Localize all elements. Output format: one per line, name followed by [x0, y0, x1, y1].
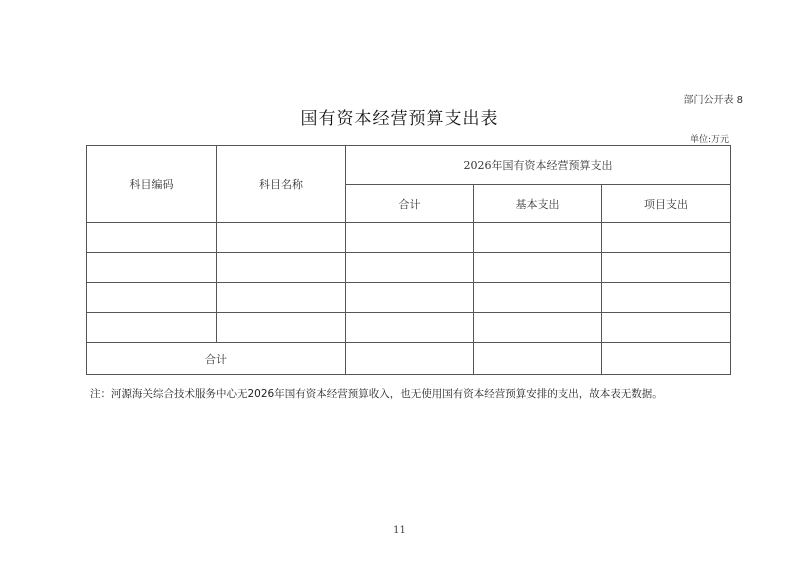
cell-project	[602, 313, 731, 343]
total-project	[602, 343, 731, 375]
cell-name	[217, 253, 346, 283]
table-row	[87, 253, 731, 283]
cell-code	[87, 283, 217, 313]
header-name: 科目名称	[217, 146, 346, 223]
cell-name	[217, 313, 346, 343]
cell-name	[217, 283, 346, 313]
budget-table	[86, 145, 731, 375]
cell-basic	[474, 283, 602, 313]
cell-code	[87, 313, 217, 343]
cell-total	[346, 223, 474, 253]
cell-basic	[474, 223, 602, 253]
cell-project	[602, 283, 731, 313]
cell-total	[346, 283, 474, 313]
cell-total	[346, 253, 474, 283]
table-row	[87, 223, 731, 253]
page-title: 国有资本经营预算支出表	[300, 109, 499, 129]
header-basic: 基本支出	[474, 185, 602, 223]
table-row	[87, 313, 731, 343]
cell-project	[602, 223, 731, 253]
cell-total	[346, 313, 474, 343]
header-code: 科目编码	[87, 146, 217, 223]
total-row	[87, 343, 731, 375]
footnote: 注：河源海关综合技术服务中心无2026年国有资本经营预算收入，也无使用国有资本经营预算安排的支出，故本表无数据。	[90, 388, 663, 400]
cell-code	[87, 223, 217, 253]
table-tag: 部门公开表 8	[683, 95, 743, 106]
cell-code	[87, 253, 217, 283]
header-group: 2026年国有资本经营预算支出	[346, 146, 731, 185]
table-row	[87, 283, 731, 313]
cell-basic	[474, 313, 602, 343]
total-label: 合计	[87, 343, 346, 375]
header-project: 项目支出	[602, 185, 731, 223]
cell-basic	[474, 253, 602, 283]
header-total: 合计	[346, 185, 474, 223]
total-sum	[346, 343, 474, 375]
cell-project	[602, 253, 731, 283]
page-number: 11	[393, 525, 406, 536]
total-basic	[474, 343, 602, 375]
unit-label: 单位:万元	[689, 135, 729, 145]
cell-name	[217, 223, 346, 253]
